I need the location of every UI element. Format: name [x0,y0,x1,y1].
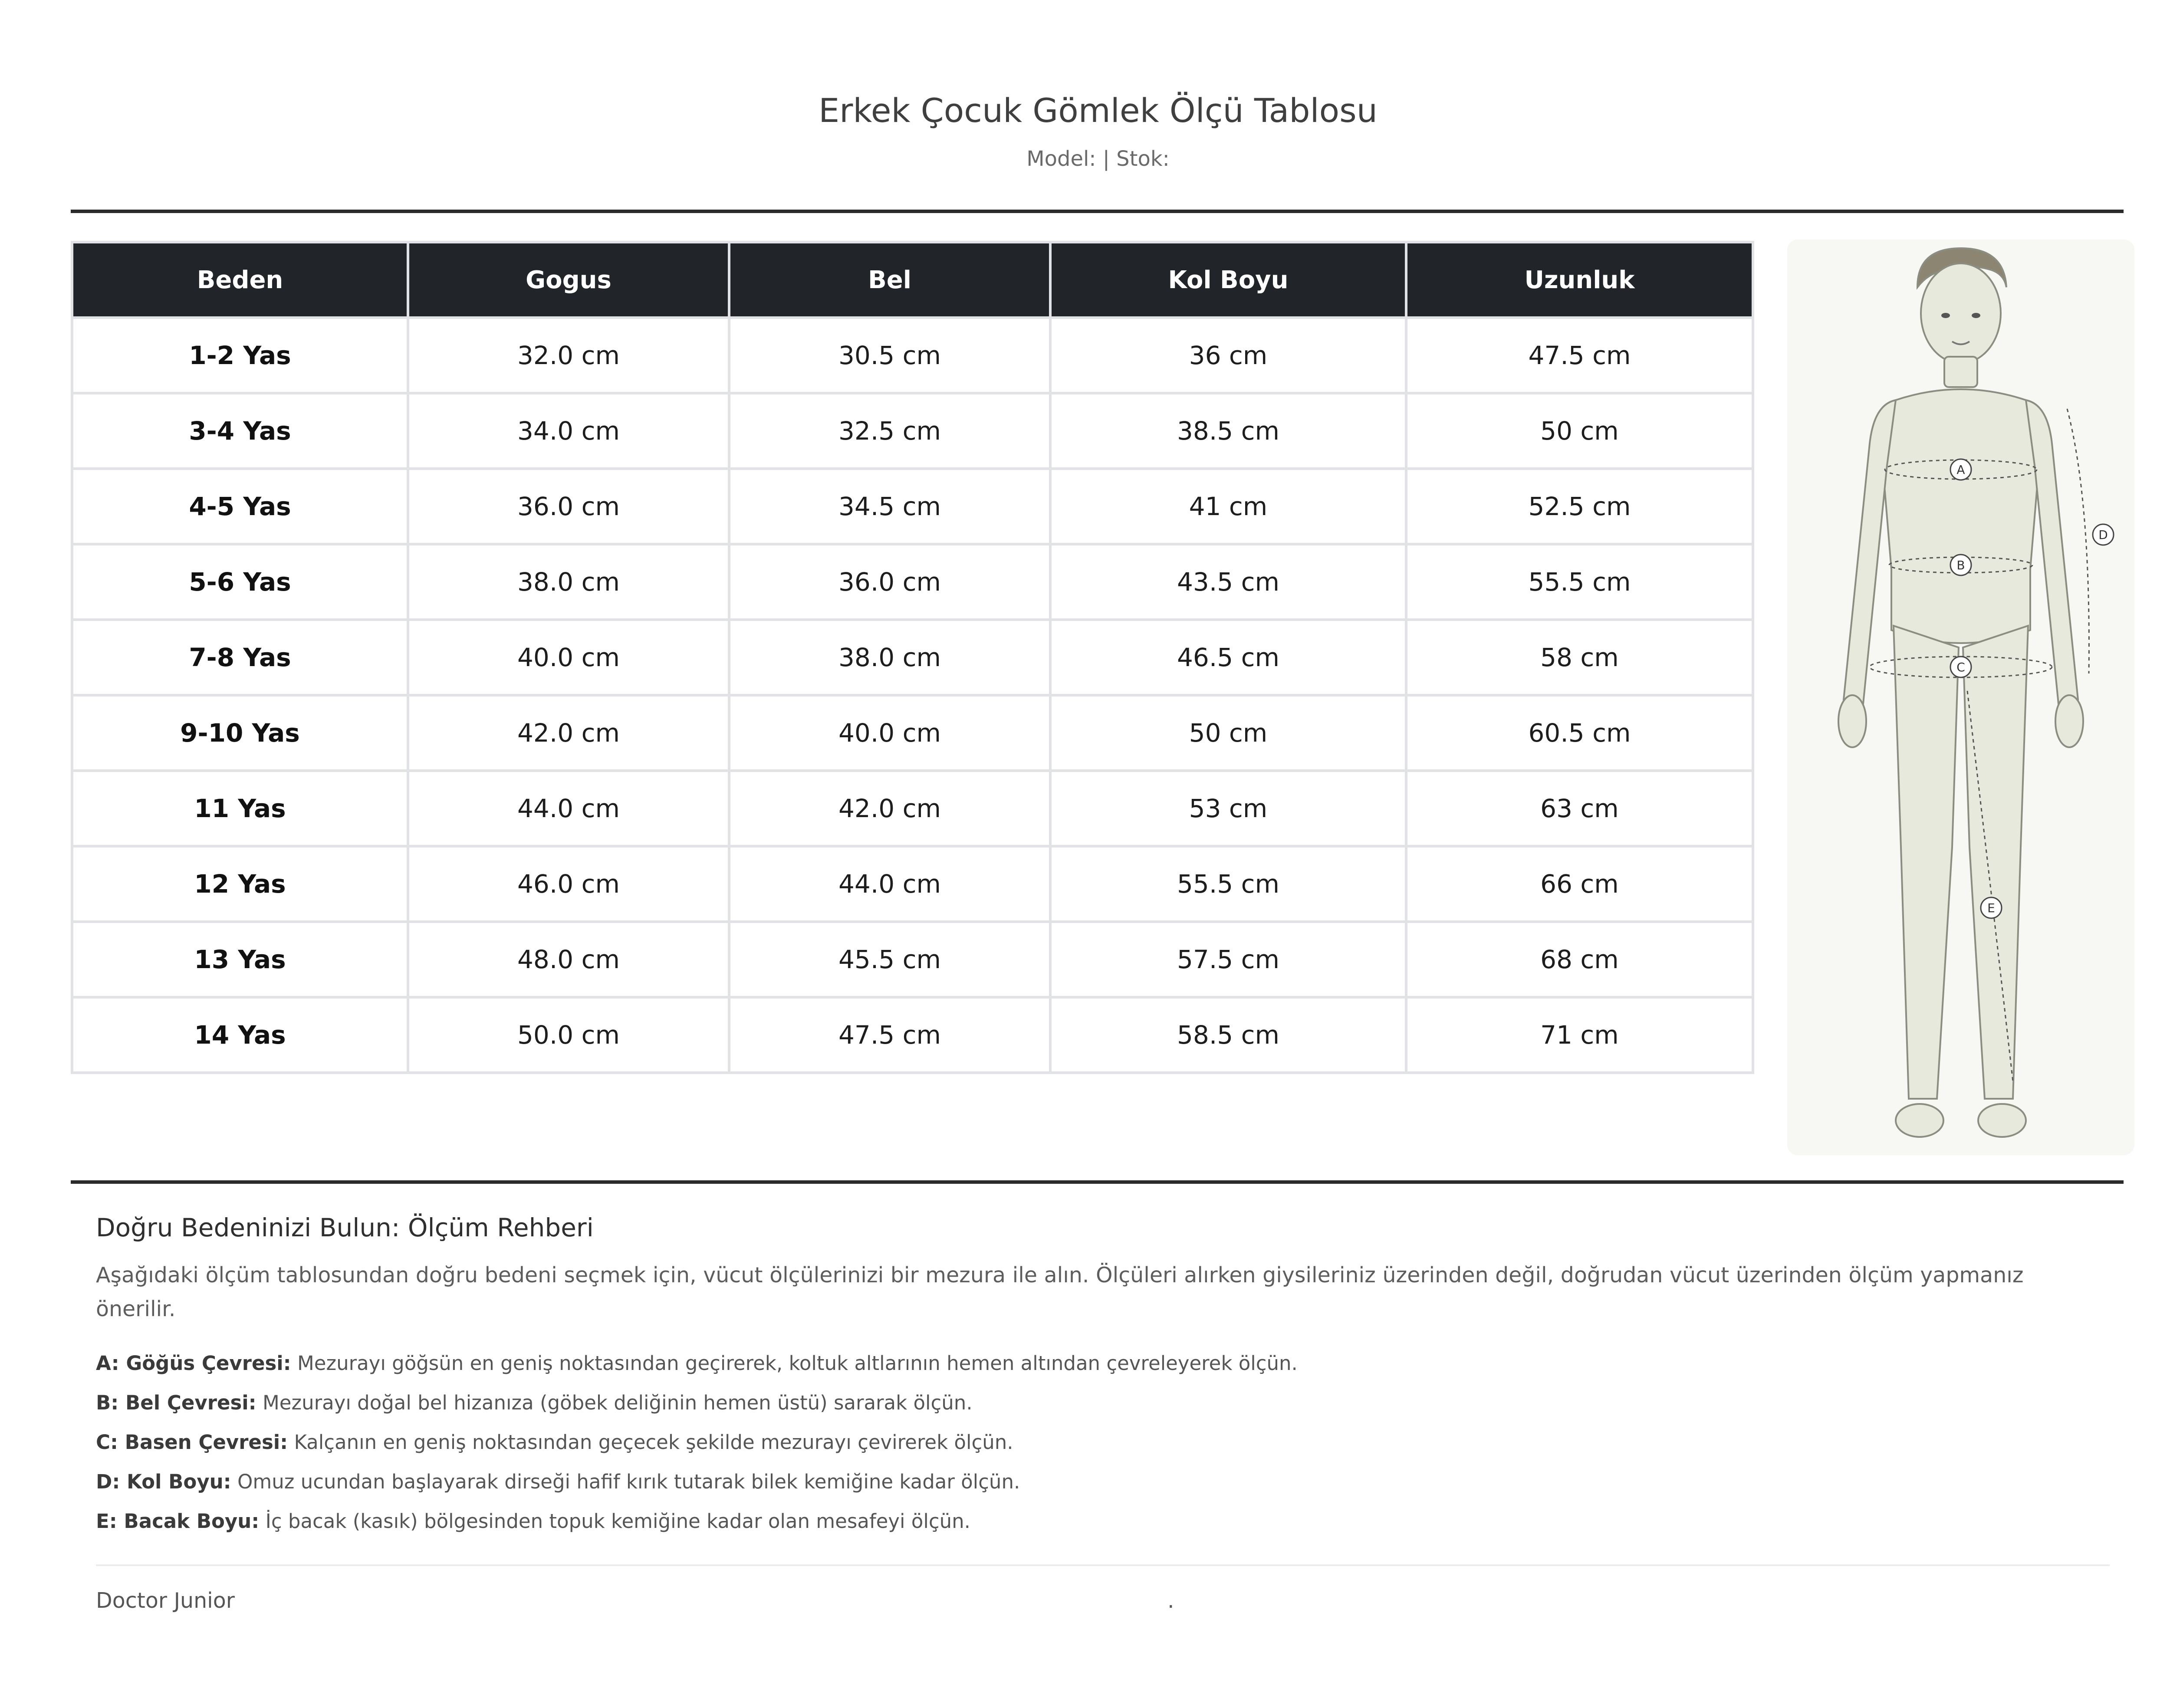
guide-item-label: B: Bel Çevresi: [96,1391,256,1414]
cell-sleeve: 50 cm [1050,695,1406,771]
cell-length: 52.5 cm [1406,469,1753,544]
cell-waist: 38.0 cm [729,620,1050,695]
cell-sleeve: 38.5 cm [1050,393,1406,469]
cell-size: 12 Yas [72,846,408,922]
cell-chest: 36.0 cm [408,469,729,544]
cell-chest: 46.0 cm [408,846,729,922]
table-row [72,318,1753,393]
cell-waist: 32.5 cm [729,393,1050,469]
guide-item-text: Kalçanın en geniş noktasından geçecek şekilde mezurayı çevirerek ölçün. [288,1431,1013,1454]
cell-length: 47.5 cm [1406,318,1753,393]
page-title: Erkek Çocuk Gömlek Ölçü Tablosu [819,91,1378,130]
guide-item-text: Mezurayı doğal bel hizanıza (göbek deliğinin hemen üstü) sararak ölçün. [256,1391,973,1414]
cell-size: 13 Yas [72,922,408,997]
cell-size: 11 Yas [72,771,408,846]
cell-size: 5-6 Yas [72,544,408,620]
cell-sleeve: 46.5 cm [1050,620,1406,695]
cell-chest: 48.0 cm [408,922,729,997]
cell-sleeve: 55.5 cm [1050,846,1406,922]
cell-length: 71 cm [1406,997,1753,1073]
guide-item-hip [96,1429,2092,1469]
cell-sleeve: 53 cm [1050,771,1406,846]
guide-intro: Aşağıdaki ölçüm tablosundan doğru bedeni seçmek için, vücut ölçülerinizi bir mezura ile alın. Ölçüleri alırken giysileriniz üzerinden değil, doğrudan vücut üzerinden ölçüm yapmanız önerilir. [96,1263,2024,1321]
cell-size: 4-5 Yas [72,469,408,544]
cell-length: 55.5 cm [1406,544,1753,620]
marker-a-label: A [1956,463,1965,477]
cell-chest: 40.0 cm [408,620,729,695]
guide-item-label: C: Basen Çevresi: [96,1431,288,1454]
cell-sleeve: 57.5 cm [1050,922,1406,997]
guide-item-leg [96,1508,2092,1548]
column-header-chest: Gogus [408,242,729,318]
cell-sleeve: 36 cm [1050,318,1406,393]
cell-waist: 44.0 cm [729,846,1050,922]
guide-item-waist [96,1390,2092,1429]
table-row [72,620,1753,695]
footer-dot: . [1167,1588,1174,1613]
section-divider [71,1180,2124,1184]
column-header-size: Beden [72,242,408,318]
footer-divider [96,1564,2110,1566]
cell-length: 58 cm [1406,620,1753,695]
cell-chest: 44.0 cm [408,771,729,846]
column-header-length: Uzunluk [1406,242,1753,318]
cell-chest: 32.0 cm [408,318,729,393]
cell-sleeve: 43.5 cm [1050,544,1406,620]
guide-item-label: E: Bacak Boyu: [96,1510,260,1533]
boy-figure-icon [1787,240,2134,1155]
cell-size: 7-8 Yas [72,620,408,695]
cell-chest: 42.0 cm [408,695,729,771]
table-row [72,997,1753,1073]
body-measurement-illustration [1787,240,2134,1155]
cell-chest: 34.0 cm [408,393,729,469]
guide-item-sleeve [96,1469,2092,1508]
cell-length: 68 cm [1406,922,1753,997]
table-row [72,469,1753,544]
page-subtitle: Model: | Stok: [1026,147,1170,171]
table-row [72,544,1753,620]
cell-size: 1-2 Yas [72,318,408,393]
brand-name: Doctor Junior [96,1588,235,1613]
cell-chest: 38.0 cm [408,544,729,620]
cell-length: 63 cm [1406,771,1753,846]
column-header-waist: Bel [729,242,1050,318]
cell-length: 50 cm [1406,393,1753,469]
cell-length: 60.5 cm [1406,695,1753,771]
cell-sleeve: 58.5 cm [1050,997,1406,1073]
cell-waist: 34.5 cm [729,469,1050,544]
cell-size: 14 Yas [72,997,408,1073]
cell-size: 3-4 Yas [72,393,408,469]
marker-c-label: C [1956,660,1965,674]
marker-d-label: D [2098,528,2108,542]
cell-waist: 30.5 cm [729,318,1050,393]
size-table [71,241,1754,1074]
cell-chest: 50.0 cm [408,997,729,1073]
table-row [72,846,1753,922]
cell-waist: 47.5 cm [729,997,1050,1073]
marker-e-label: E [1987,901,1995,915]
table-row [72,922,1753,997]
guide-item-text: Mezurayı göğsün en geniş noktasından geçirerek, koltuk altlarının hemen altından çevreleyerek ölçün. [291,1352,1298,1375]
guide-item-label: D: Kol Boyu: [96,1470,231,1493]
table-row [72,771,1753,846]
column-header-sleeve: Kol Boyu [1050,242,1406,318]
table-row [72,393,1753,469]
cell-waist: 36.0 cm [729,544,1050,620]
table-header-row [72,242,1753,318]
guide-title: Doğru Bedeninizi Bulun: Ölçüm Rehberi [96,1213,594,1242]
cell-waist: 40.0 cm [729,695,1050,771]
cell-waist: 45.5 cm [729,922,1050,997]
cell-size: 9-10 Yas [72,695,408,771]
cell-waist: 42.0 cm [729,771,1050,846]
marker-b-label: B [1956,558,1965,572]
guide-item-text: İç bacak (kasık) bölgesinden topuk kemiğine kadar olan mesafeyi ölçün. [259,1510,970,1533]
cell-length: 66 cm [1406,846,1753,922]
top-divider [71,210,2124,213]
cell-sleeve: 41 cm [1050,469,1406,544]
guide-item-chest [96,1350,2092,1390]
guide-item-text: Omuz ucundan başlayarak dirseği hafif kırık tutarak bilek kemiğine kadar ölçün. [231,1470,1020,1493]
guide-list [96,1350,2092,1548]
guide-item-label: A: Göğüs Çevresi: [96,1352,291,1375]
table-row [72,695,1753,771]
